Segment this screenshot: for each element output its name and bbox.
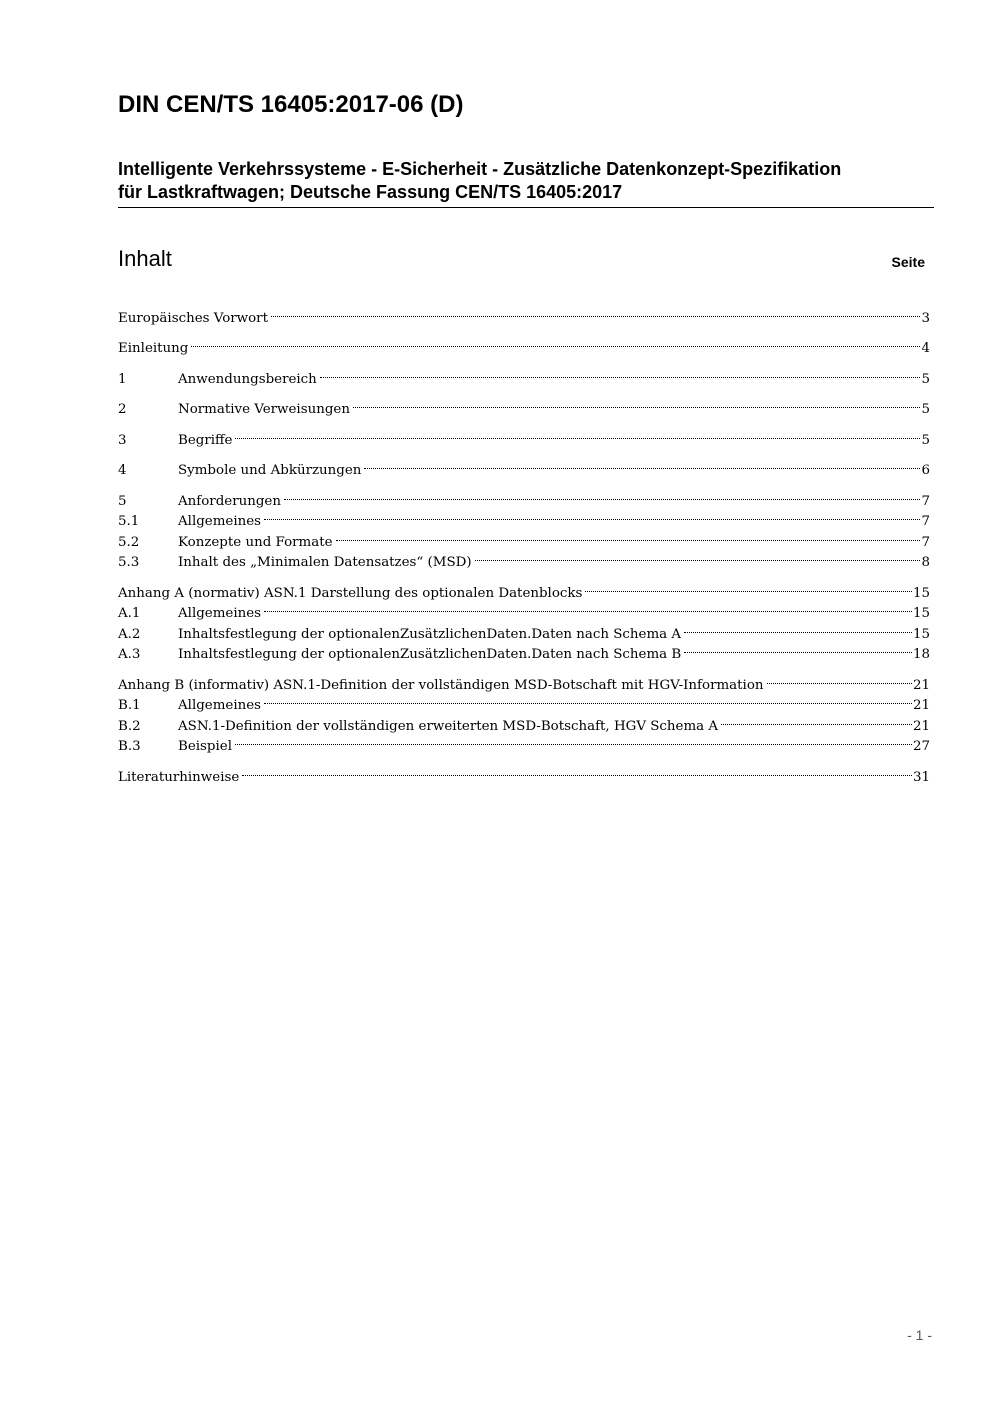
toc-entry-page: 15: [912, 606, 930, 621]
toc-dot-leader: [191, 332, 920, 353]
toc-entry-page: 5: [921, 371, 930, 387]
toc-entry-label: Konzepte und Formate: [178, 534, 333, 550]
toc-entry-number: B.3: [118, 739, 141, 754]
toc-dot-leader: [320, 362, 921, 383]
document-subtitle-line-2: für Lastkraftwagen; Deutsche Fassung CEN/TS 16405:2017: [118, 182, 623, 202]
toc-entry-number: 5: [118, 493, 127, 509]
document-subtitle-line-1: Intelligente Verkehrssysteme - E-Sicherheit - Zusätzliche Datenkonzept-Spezifikation: [118, 159, 842, 179]
toc-entry[interactable]: [118, 730, 930, 754]
toc-entry-label: Symbole und Abkürzungen: [178, 463, 362, 478]
toc-dot-leader: [264, 505, 920, 526]
toc-dot-leader: [336, 525, 921, 546]
toc-dot-leader: [684, 617, 912, 638]
table-of-contents: [118, 301, 930, 785]
toc-entry-page: 27: [912, 739, 930, 754]
toc-entry[interactable]: [118, 393, 930, 417]
toc-entry[interactable]: [118, 301, 930, 326]
toc-dot-leader: [353, 393, 921, 414]
toc-entry-page: 21: [912, 698, 930, 713]
toc-entry-page: 31: [912, 769, 930, 785]
toc-entry-label: Allgemeines: [178, 514, 262, 529]
toc-entry-label: ASN.1-Definition der vollständigen erweiterten MSD-Botschaft, HGV Schema A: [178, 718, 719, 734]
toc-dot-leader: [475, 546, 921, 567]
toc-entry-label: Anhang A (normativ) ASN.1 Darstellung des optionalen Datenblocks: [118, 585, 583, 601]
toc-dot-leader: [721, 709, 912, 730]
toc-entry[interactable]: [118, 668, 930, 693]
toc-entry[interactable]: [118, 362, 930, 387]
toc-entry-number: 3: [118, 432, 127, 448]
toc-dot-leader: [271, 301, 921, 322]
toc-entry-label: Europäisches Vorwort: [118, 310, 268, 326]
toc-entry-label: Beispiel: [178, 739, 232, 754]
toc-entry-page: 18: [912, 647, 930, 662]
toc-entry-number: A.2: [118, 626, 141, 642]
toc-entry-page: 7: [921, 514, 930, 529]
toc-entry[interactable]: [118, 423, 930, 448]
toc-entry-number: 2: [118, 402, 127, 417]
toc-entry-label: Literaturhinweise: [118, 769, 240, 785]
page-number: - 1 -: [907, 1327, 932, 1343]
toc-dot-leader: [264, 597, 912, 618]
toc-entry-number: 5.2: [118, 534, 140, 550]
toc-dot-leader: [284, 484, 920, 505]
toc-entry[interactable]: [118, 576, 930, 601]
toc-entry-page: 6: [921, 463, 930, 478]
toc-entry-label: Anwendungsbereich: [178, 371, 317, 387]
toc-entry[interactable]: [118, 760, 930, 785]
toc-entry-page: 4: [921, 341, 930, 356]
toc-dot-leader: [364, 454, 920, 475]
toc-dot-leader: [242, 760, 912, 781]
toc-entry[interactable]: [118, 484, 930, 509]
toc-dot-leader: [767, 668, 912, 689]
toc-dot-leader: [585, 576, 912, 597]
toc-entry-page: 5: [921, 432, 930, 448]
toc-heading: Inhalt: [118, 246, 172, 271]
toc-entry-page: 7: [921, 493, 930, 509]
toc-entry-label: Allgemeines: [178, 698, 262, 713]
toc-entry-label: Einleitung: [118, 341, 189, 356]
document-title: DIN CEN/TS 16405:2017-06 (D): [118, 91, 464, 118]
toc-entry-label: Begriffe: [178, 432, 233, 448]
toc-entry-page: 3: [921, 310, 930, 326]
toc-entry-label: Anhang B (informativ) ASN.1-Definition der vollständigen MSD-Botschaft mit HGV-Information: [118, 677, 764, 693]
toc-entry-page: 7: [921, 534, 930, 550]
toc-entry[interactable]: [118, 454, 930, 478]
document-subtitle: [118, 158, 934, 208]
toc-entry-page: 21: [912, 677, 930, 693]
toc-entry-page: 21: [912, 718, 930, 734]
toc-entry-label: Inhaltsfestlegung der optionalenZusätzlichenDaten.Daten nach Schema B: [178, 647, 682, 662]
toc-entry-label: Anforderungen: [178, 493, 281, 509]
toc-page-column-label: Seite: [891, 254, 925, 270]
toc-entry-label: Allgemeines: [178, 606, 262, 621]
toc-entry-label: Inhalt des „Minimalen Datensatzes“ (MSD): [178, 555, 472, 570]
toc-entry-number: 5.3: [118, 555, 140, 570]
toc-entry-label: Inhaltsfestlegung der optionalenZusätzlichenDaten.Daten nach Schema A: [178, 626, 682, 642]
toc-entry-number: A.1: [118, 606, 141, 621]
toc-entry-number: 4: [118, 463, 127, 478]
toc-entry-page: 15: [912, 585, 930, 601]
toc-entry[interactable]: [118, 332, 930, 356]
toc-dot-leader: [684, 638, 912, 659]
toc-dot-leader: [235, 423, 920, 444]
toc-entry-number: 5.1: [118, 514, 140, 529]
toc-entry-number: B.1: [118, 698, 141, 713]
toc-dot-leader: [235, 730, 912, 751]
toc-entry-number: A.3: [118, 647, 141, 662]
toc-entry-page: 15: [912, 626, 930, 642]
toc-dot-leader: [264, 689, 912, 710]
toc-entry-number: 1: [118, 371, 127, 387]
toc-entry-number: B.2: [118, 718, 141, 734]
toc-entry-page: 5: [921, 402, 930, 417]
toc-entry-page: 8: [921, 555, 930, 570]
toc-entry-label: Normative Verweisungen: [178, 402, 350, 417]
